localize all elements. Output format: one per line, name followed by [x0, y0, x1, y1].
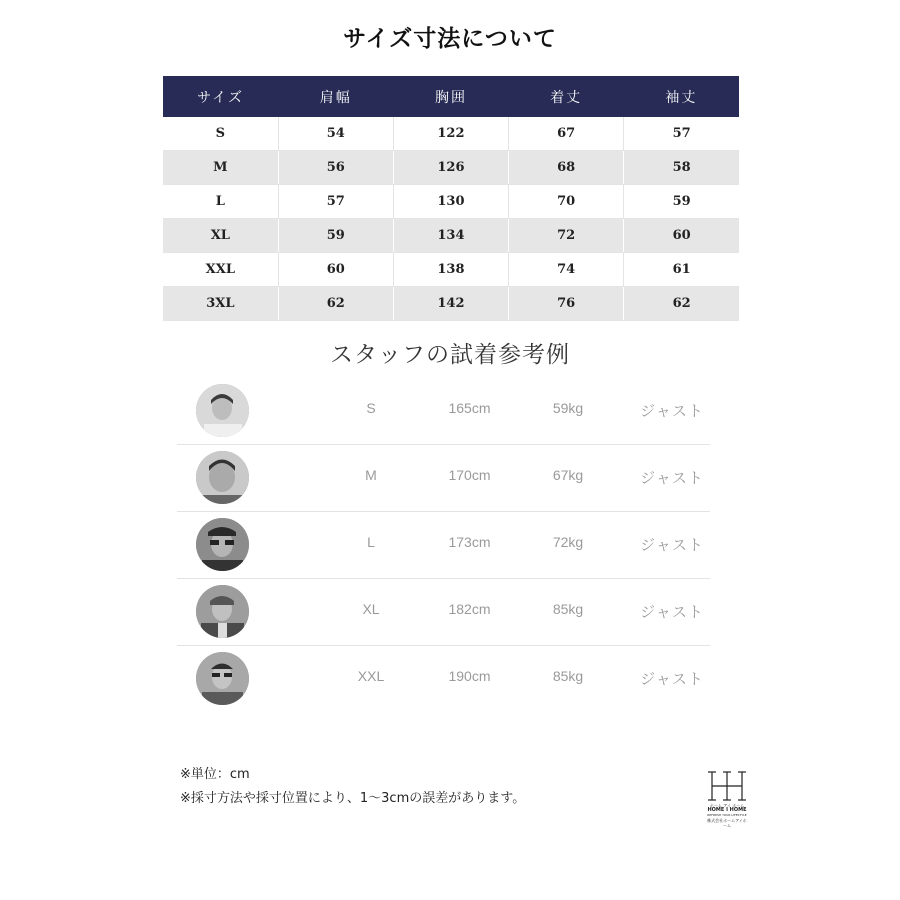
table-cell: 61 [624, 253, 739, 287]
table-cell: 68 [509, 151, 624, 185]
table-cell: 60 [278, 253, 393, 287]
staff-size: M [365, 467, 377, 483]
staff-height: 170cm [448, 467, 491, 483]
table-row [163, 185, 739, 219]
staff-photo [196, 384, 249, 437]
table-cell: 138 [393, 253, 508, 287]
table-cell: 58 [624, 151, 739, 185]
table-cell: 76 [509, 287, 624, 321]
logo-line: REFRESH YOUR LIFESTYLE [707, 813, 747, 817]
staff-photo [196, 518, 249, 571]
staff-height: 182cm [448, 601, 491, 617]
staff-fit: ジャスト [640, 470, 704, 487]
table-cell: 57 [278, 185, 393, 219]
staff-photo [196, 451, 249, 504]
table-cell: 62 [624, 287, 739, 321]
page-title: サイズ寸法について [343, 26, 557, 52]
staff-fit: ジャスト [640, 403, 704, 420]
staff-photo [196, 652, 249, 705]
table-row [163, 151, 739, 185]
table-cell: 59 [278, 219, 393, 253]
staff-height: 165cm [448, 400, 491, 416]
staff-size: S [366, 400, 376, 416]
table-cell: 56 [278, 151, 393, 185]
staff-weight: 59kg [552, 400, 584, 416]
staff-weight: 72kg [552, 534, 584, 550]
table-cell: 3XL [163, 287, 278, 321]
table-cell: XL [163, 219, 278, 253]
table-cell: 54 [278, 117, 393, 151]
staff-section-title: スタッフの試着参考例 [330, 342, 570, 368]
table-cell: 130 [393, 185, 508, 219]
staff-row [177, 512, 710, 579]
table-cell: S [163, 117, 278, 151]
staff-list [177, 378, 710, 712]
staff-fit: ジャスト [640, 671, 704, 688]
table-row [163, 219, 739, 253]
logo-line: 株式会社ホームアイホーム [707, 818, 747, 828]
staff-weight: 85kg [552, 668, 584, 684]
table-cell: L [163, 185, 278, 219]
staff-height: 173cm [448, 534, 491, 550]
header-size: サイズ [163, 76, 278, 117]
staff-row [177, 646, 710, 712]
table-cell: 70 [509, 185, 624, 219]
staff-fit: ジャスト [640, 537, 704, 554]
table-cell: 62 [278, 287, 393, 321]
table-row [163, 117, 739, 151]
size-table [163, 76, 739, 321]
table-cell: 57 [624, 117, 739, 151]
table-cell: 72 [509, 219, 624, 253]
staff-row [177, 579, 710, 646]
staff-photo [196, 585, 249, 638]
staff-size: L [367, 534, 375, 550]
table-cell: 60 [624, 219, 739, 253]
staff-size: XXL [357, 668, 385, 684]
table-cell: 142 [393, 287, 508, 321]
size-table-header [163, 76, 739, 117]
staff-size: XL [362, 601, 380, 617]
staff-fit: ジャスト [640, 604, 704, 621]
table-cell: XXL [163, 253, 278, 287]
note-error: ※採寸方法や採寸位置により、1～3cmの誤差があります。 [180, 791, 526, 806]
table-cell: 134 [393, 219, 508, 253]
table-row [163, 287, 739, 321]
notes [180, 763, 525, 811]
note-unit: ※単位：cm [180, 767, 250, 782]
header-sleeve: 袖丈 [624, 76, 739, 117]
table-cell: 67 [509, 117, 624, 151]
table-cell: 59 [624, 185, 739, 219]
header-shoulder: 肩幅 [278, 76, 393, 117]
logo-line: HOME I HOME [707, 807, 747, 813]
staff-row [177, 445, 710, 512]
table-row [163, 253, 739, 287]
brand-logo-text [706, 803, 748, 828]
staff-weight: 85kg [552, 601, 584, 617]
staff-row [177, 378, 710, 445]
staff-weight: 67kg [552, 467, 584, 483]
header-length: 着丈 [509, 76, 624, 117]
logo-line: ホーム アイ ホーム [709, 803, 745, 808]
header-chest: 胸囲 [393, 76, 508, 117]
staff-height: 190cm [448, 668, 491, 684]
table-cell: M [163, 151, 278, 185]
table-cell: 122 [393, 117, 508, 151]
table-cell: 126 [393, 151, 508, 185]
table-cell: 74 [509, 253, 624, 287]
